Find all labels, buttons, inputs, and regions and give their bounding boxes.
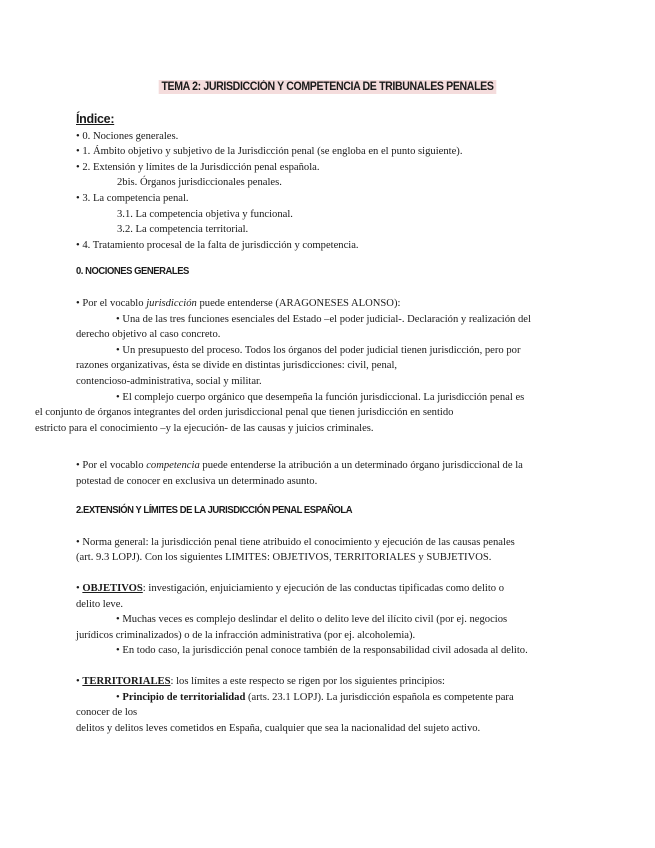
paragraph-line: • Norma general: la jurisdicción penal tiene atribuido el conocimiento y ejecución de las causas penales	[76, 536, 515, 548]
title-wrap	[0, 77, 655, 95]
paragraph-line: • OBJETIVOS: investigación, enjuiciamiento y ejecución de las conductas tipificadas como delito o	[76, 582, 505, 594]
bullet-line: • Una de las tres funciones esenciales del Estado –el poder judicial-. Declaración y realización del	[116, 313, 531, 325]
document-body	[35, 112, 581, 436]
objetivos-label: OBJETIVOS	[82, 582, 143, 594]
section-heading: 0. NOCIONES GENERALES	[76, 265, 189, 278]
bullet-line: el conjunto de órganos integrantes del orden jurisdiccional penal que tienen jurisdicción en sentido	[35, 407, 454, 419]
bullet-line: delitos y delitos leves cometidos en España, cualquier que sea la nacionalidad del sujeto activo.	[76, 722, 481, 734]
index-subitem: 3.1. La competencia objetiva y funcional.	[117, 208, 293, 220]
paragraph-line: • Por el vocablo competencia puede entenderse la atribución a un determinado órgano jurisdiccional de la	[76, 460, 523, 471]
bullet-line: contencioso-administrativa, social y militar.	[76, 375, 262, 387]
bullet-line: • Un presupuesto del proceso. Todos los órganos del poder judicial tienen jurisdicción, pero por	[116, 344, 521, 356]
index-item: • 2. Extensión y límites de la Jurisdicción penal española.	[76, 161, 320, 173]
bullet-line: razones organizativas, ésta se divide en distintas jurisdicciones: civil, penal,	[76, 360, 398, 372]
bullet-line: • En todo caso, la jurisdicción penal conoce también de la responsabilidad civil adosada al delito.	[116, 645, 528, 657]
index-item: • 4. Tratamiento procesal de la falta de jurisdicción y competencia.	[76, 239, 359, 251]
bullet-line: • Muchas veces es complejo deslindar el delito o delito leve del ilícito civil (por ej. negocios	[116, 614, 508, 626]
document-title: TEMA 2: JURISDICCIÓN Y COMPETENCIA DE TRIBUNALES PENALES	[159, 80, 497, 94]
index-item: • 0. Nociones generales.	[76, 130, 179, 142]
paragraph-line: potestad de conocer en exclusiva un determinado asunto.	[76, 475, 318, 487]
bullet-line: estricto para el conocimiento –y la ejecución- de las causas y juicios criminales.	[35, 422, 374, 434]
index-item: • 1. Ámbito objetivo y subjetivo de la Jurisdicción penal (se engloba en el punto siguiente).	[76, 146, 463, 158]
bullet-line: derecho objetivo al caso concreto.	[76, 329, 221, 341]
territoriales-label: TERRITORIALES	[82, 675, 171, 687]
document-body-2	[76, 458, 581, 736]
paragraph-line: (art. 9.3 LOPJ). Con los siguientes LIMITES: OBJETIVOS, TERRITORIALES y SUBJETIVOS.	[76, 552, 492, 564]
paragraph-line: • TERRITORIALES: los límites a este respecto se rigen por los siguientes principios:	[76, 675, 445, 687]
index-item: • 3. La competencia penal.	[76, 192, 189, 204]
index-heading: Índice:	[76, 112, 115, 126]
principle-label: Principio de territorialidad	[122, 691, 246, 703]
index-subitem: 3.2. La competencia territorial.	[117, 224, 249, 236]
paragraph-line: • Por el vocablo jurisdicción puede entenderse (ARAGONESES ALONSO):	[76, 297, 401, 309]
paragraph-line: delito leve.	[76, 598, 124, 610]
bullet-line: • El complejo cuerpo orgánico que desempeña la función jurisdiccional. La jurisdicción penal es	[116, 391, 525, 403]
bullet-line: • Principio de territorialidad (arts. 23.1 LOPJ). La jurisdicción española es competente para	[116, 691, 514, 703]
section-heading: 2.EXTENSIÓN Y LÍMITES DE LA JURISDICCIÓN PENAL ESPAÑOLA	[76, 504, 353, 517]
index-subitem: 2bis. Órganos jurisdiccionales penales.	[117, 177, 282, 189]
bullet-line: jurídicos criminalizados) o de la infracción administrativa (por ej. alcoholemia).	[76, 629, 416, 641]
bullet-line: conocer de los	[76, 707, 138, 719]
